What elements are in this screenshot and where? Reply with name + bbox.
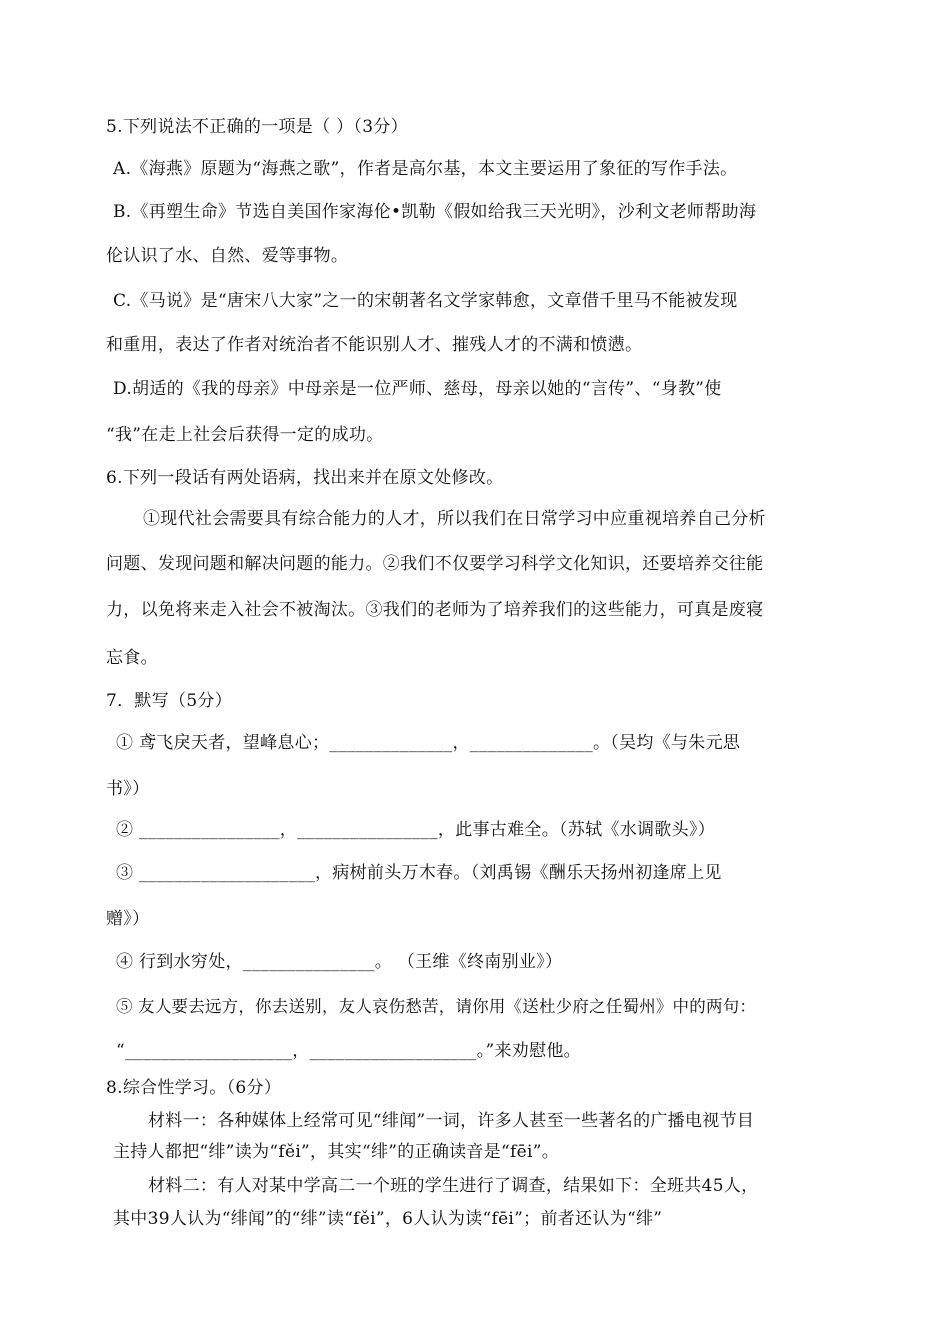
q6-paragraph-line4: 忘食。: [106, 648, 158, 668]
q6-paragraph-line1: ①现代社会需要具有综合能力的人才，所以我们在日常学习中应重视培养自己分析: [143, 509, 766, 529]
q8-material2-line2: 其中39人认为“绯闻”的“绯”读“fěi”，6人认为读“fēi”；前者还认为“绯”: [113, 1209, 663, 1229]
q6-paragraph-line3: 力，以免将来走入社会不被淘汰。③我们的老师为了培养我们的这些能力，可真是废寝: [106, 600, 764, 620]
q7-item5-line1: ⑤ 友人要去远方，你去送别，友人哀伤愁苦，请你用《送杜少府之任蜀州》中的两句：: [116, 997, 757, 1016]
q7-stem: 7．默写（5分）: [106, 691, 233, 711]
q5-option-b-line1: B.《再塑生命》节选自美国作家海伦•凯勒《假如给我三天光明》，沙利文老师帮助海: [113, 202, 757, 222]
q7-item3-line2: 赠》）: [106, 909, 150, 929]
q8-material1-line1: 材料一：各种媒体上经常可见“绯闻”一词，许多人甚至一些著名的广播电视节目: [148, 1111, 755, 1131]
q6-paragraph-line2: 问题、发现问题和解决问题的能力。②我们不仅要学习科学文化知识，还要培养交往能: [106, 554, 764, 574]
q8-stem: 8.综合性学习。（6分）: [106, 1078, 282, 1098]
q7-item5-line2: “___________________，___________________。”来劝慰他。: [116, 1041, 581, 1061]
q5-option-a: A.《海燕》原题为“海燕之歌”，作者是高尔基，本文主要运用了象征的写作手法。: [113, 159, 738, 179]
q7-item4: ④ 行到水穷处，_______________。 （王维《终南别业》）: [116, 952, 563, 972]
q5-option-b-line2: 伦认识了水、自然、爱等事物。: [106, 246, 349, 266]
q7-item1-line2: 书》）: [106, 779, 150, 799]
q5-option-d-line2: “我”在走上社会后获得一定的成功。: [106, 425, 384, 445]
q5-option-d-line1: D.胡适的《我的母亲》中母亲是一位严师、慈母，母亲以她的“言传”、“身教”使: [113, 379, 722, 399]
q8-material1-line2: 主持人都把“绯”读为“fěi”，其实“绯”的正确读音是“fēi”。: [113, 1142, 560, 1162]
q5-option-c-line2: 和重用，表达了作者对统治者不能识别人才、摧残人才的不满和愤懑。: [106, 335, 643, 355]
q7-item1-line1: ① 鸢飞戾天者，望峰息心；______________，______________。（吴均《与朱元思: [116, 733, 741, 753]
q5-option-c-line1: C.《马说》是“唐宋八大家”之一的宋朝著名文学家韩愈，文章借千里马不能被发现: [113, 291, 738, 311]
q5-stem: 5.下列说法不正确的一项是（ ）（3分）: [106, 117, 408, 137]
q6-stem: 6.下列一段话有两处语病，找出来并在原文处修改。: [106, 468, 504, 488]
q7-item3-line1: ③ ____________________，病树前头万木春。（刘禹锡《酬乐天扬州初逢席上见: [116, 863, 722, 883]
q7-item2: ② ________________，________________，此事古难全。（苏轼《水调歌头》）: [116, 820, 716, 840]
q8-material2-line1: 材料二：有人对某中学高二一个班的学生进行了调查，结果如下：全班共45人，: [148, 1176, 759, 1196]
